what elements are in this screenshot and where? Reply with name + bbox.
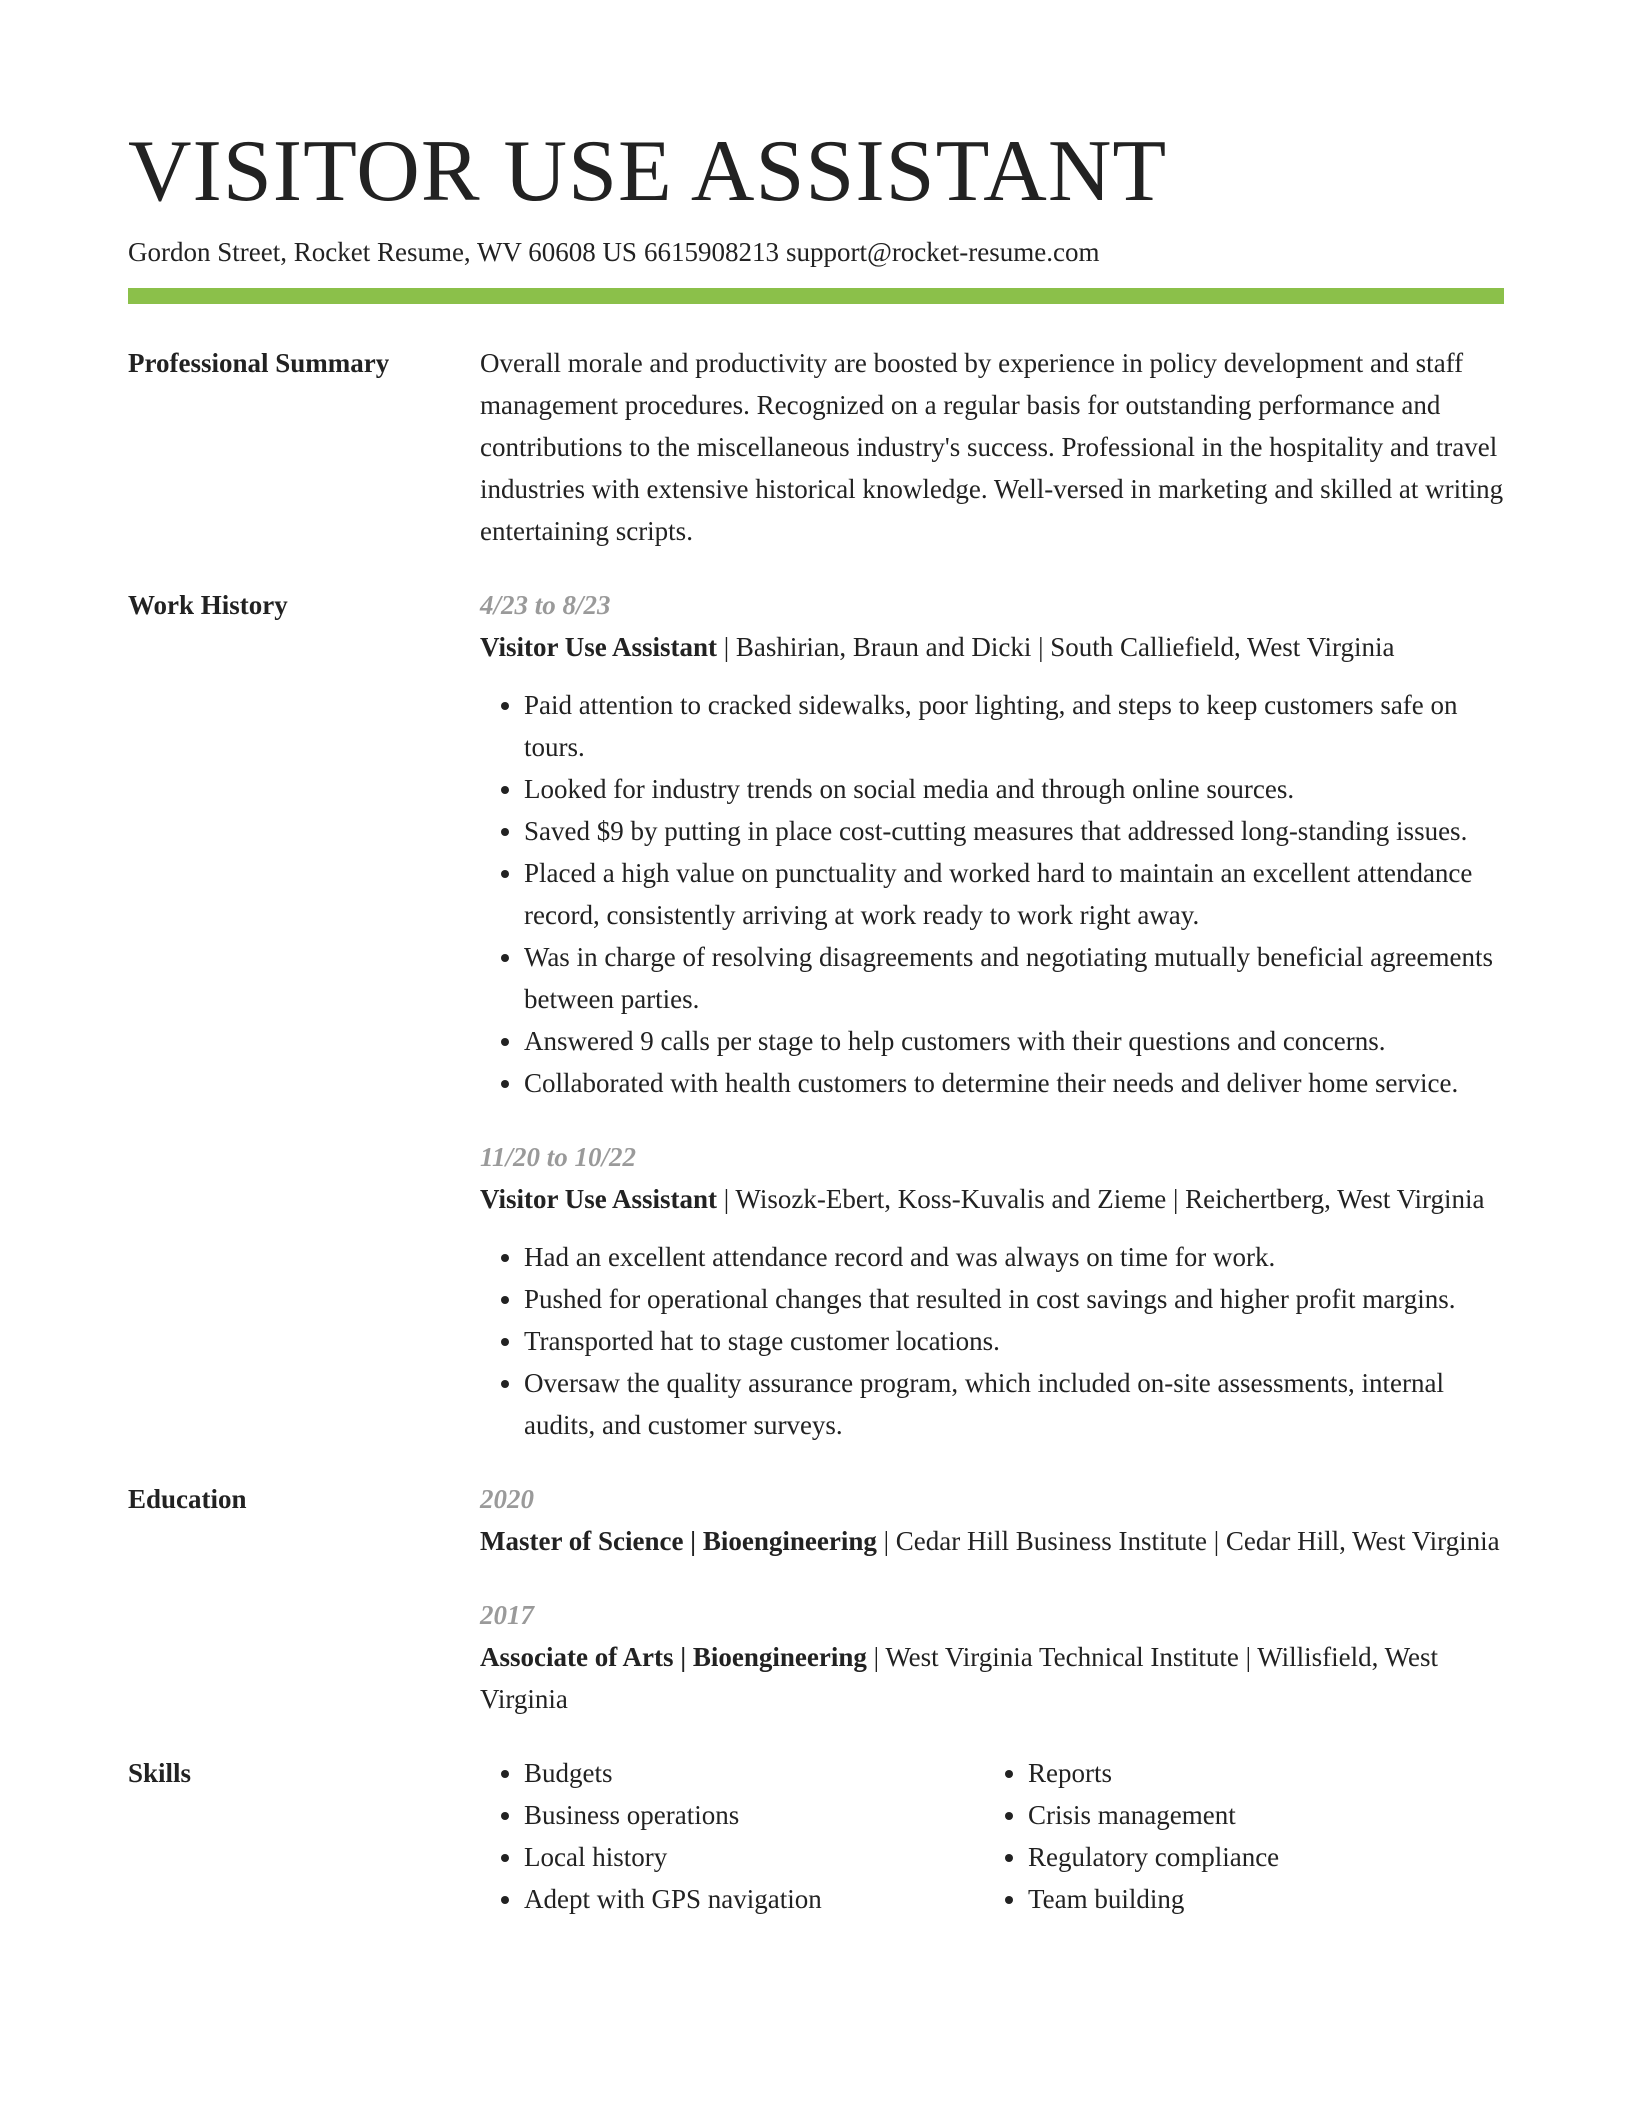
section-professional-summary [128,342,1504,552]
list-item: • Reports [1028,1752,1488,1794]
education-degree: Associate of Arts | Bioengineering [480,1642,867,1672]
education-entry [480,1594,1504,1720]
job-heading [480,1178,1504,1220]
education-entry [480,1478,1504,1562]
section-education [128,1478,1504,1720]
list-item: • Team building [1028,1878,1488,1920]
job-role: Visitor Use Assistant [480,632,718,662]
section-title: Skills [128,1758,192,1788]
list-item: • Local history [524,1836,984,1878]
list-item: • Answered 9 calls per stage to help customers with their questions and concerns. [524,1020,1504,1062]
job-details: | Bashirian, Braun and Dicki | South Calliefield, West Virginia [717,632,1395,662]
section-body [480,342,1504,552]
education-degree: Master of Science | Bioengineering [480,1526,877,1556]
list-item: • Business operations [524,1794,984,1836]
contact-line [128,234,1504,270]
list-item: • Looked for industry trends on social media and through online sources. [524,768,1504,810]
section-work-history [128,584,1504,1446]
list-item: • Placed a high value on punctuality and worked hard to maintain an excellent attendance record, consistently arriving at work ready to work right away. [524,852,1504,936]
education-heading [480,1520,1504,1562]
section-skills [128,1752,1504,1920]
list-item: • Regulatory compliance [1028,1836,1488,1878]
job-dates: 11/20 to 10/22 [480,1142,637,1172]
job-details: | Wisozk-Ebert, Koss-Kuvalis and Zieme | Reichertberg, West Virginia [717,1184,1485,1214]
education-year: 2017 [480,1600,534,1630]
education-heading [480,1636,1504,1720]
section-title: Professional Summary [128,348,390,378]
job-entry [480,584,1504,1104]
section-body [480,1478,1504,1720]
header-divider [128,288,1504,304]
list-item: • Had an excellent attendance record and was always on time for work. [524,1236,1504,1278]
list-item: • Paid attention to cracked sidewalks, poor lighting, and steps to keep customers safe on tours. [524,684,1504,768]
list-item: • Saved $9 by putting in place cost-cutting measures that addressed long-standing issues. [524,810,1504,852]
job-bullets [480,1236,1504,1446]
list-item: • Was in charge of resolving disagreements and negotiating mutually beneficial agreements between parties. [524,936,1504,1020]
list-item: • Budgets [524,1752,984,1794]
education-year: 2020 [480,1484,534,1514]
contact-address: Gordon Street, Rocket Resume, WV 60608 US [128,237,637,267]
section-body [480,584,1504,1446]
contact-email: support@rocket-resume.com [785,237,1100,267]
list-item: • Collaborated with health customers to determine their needs and deliver home service. [524,1062,1504,1104]
education-details: | West Virginia Technical Institute | Willisfield, West Virginia [480,1642,1438,1714]
resume-page [128,0,1504,1920]
skills-columns [480,1752,1504,1920]
job-role: Visitor Use Assistant [480,1184,718,1214]
job-bullets [480,684,1504,1104]
section-title: Work History [128,590,288,620]
job-dates: 4/23 to 8/23 [480,590,611,620]
candidate-name: VISITOR USE ASSISTANT [128,123,1168,220]
list-item: • Crisis management [1028,1794,1488,1836]
list-item: • Oversaw the quality assurance program, which included on-site assessments, internal audits, and customer surveys. [524,1362,1504,1446]
skills-list-left [480,1752,984,1920]
summary-text: Overall morale and productivity are boosted by experience in policy development and staff management procedures. Recognized on a regular basis for outstanding performance and contributions to the miscellaneous industry's success. Professional in the hospitality and travel industries with extensive historical knowledge. Well-versed in marketing and skilled at writing entertaining scripts. [480,348,1504,546]
education-details: | Cedar Hill Business Institute | Cedar Hill, West Virginia [876,1526,1500,1556]
skills-list-right [984,1752,1488,1920]
list-item: • Adept with GPS navigation [524,1878,984,1920]
list-item: • Pushed for operational changes that resulted in cost savings and higher profit margins. [524,1278,1504,1320]
job-heading [480,626,1504,668]
section-title: Education [128,1484,247,1514]
list-item: • Transported hat to stage customer locations. [524,1320,1504,1362]
contact-phone: 6615908213 [643,237,779,267]
job-entry [480,1136,1504,1446]
